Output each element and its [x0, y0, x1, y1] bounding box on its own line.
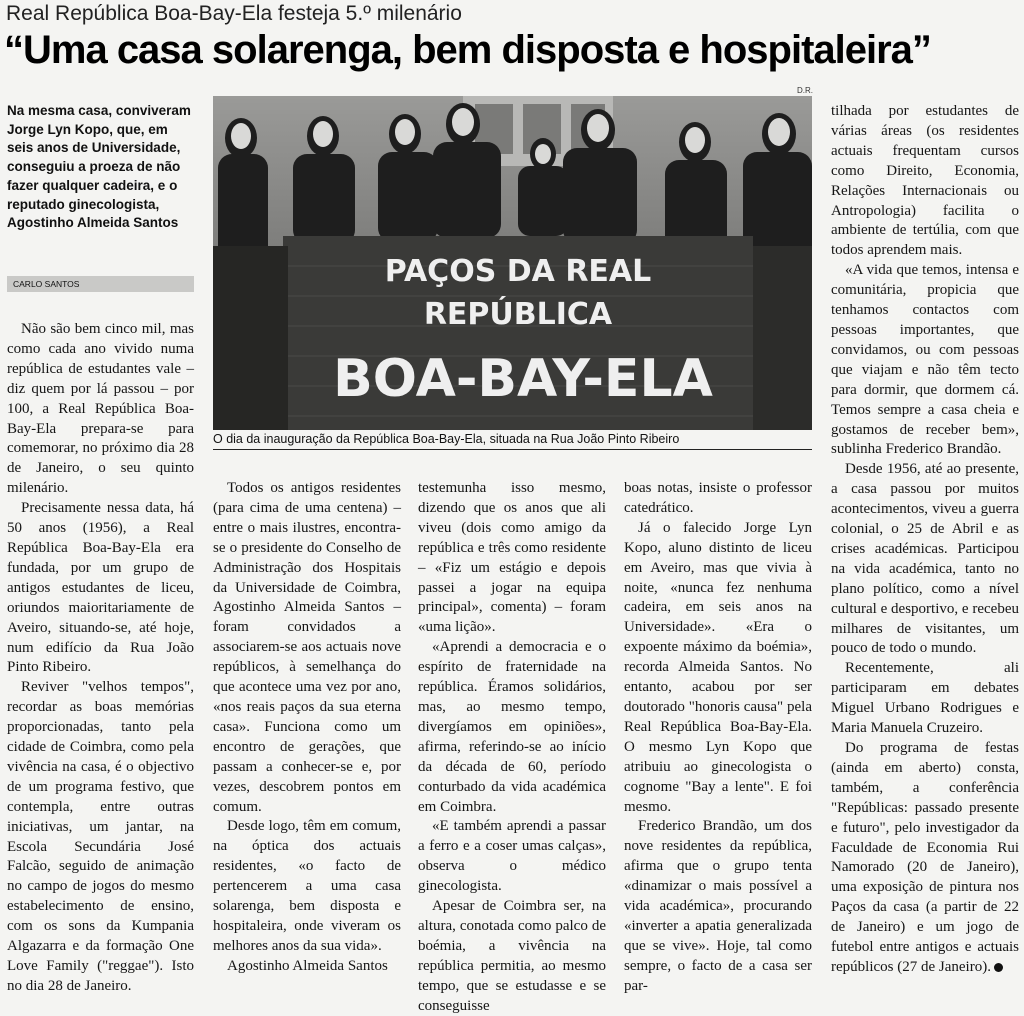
article-headline: “Uma casa solarenga, bem disposta e hospitaleira”: [4, 28, 931, 72]
sign-line-1: PAÇOS DA REAL: [384, 254, 652, 289]
paragraph: testemunha isso mesmo, dizendo que os anos que ali viveu (dois como amigo da república e três como residente – «Fiz um estágio e depois passei a jogar na equipa principal», comenta) – foram «uma lição».: [418, 480, 606, 636]
sign-line-3: BOA-BAY-ELA: [333, 349, 713, 409]
paragraph: Já o falecido Jorge Lyn Kopo, aluno distinto de liceu em Aveiro, mas que vivia à noite, «nunca fez nenhuma cadeira, em seis anos na Universidade». «Era o expoente máximo da boémia», recorda Almeida Santos. No entanto, acabou por ser doutorado "honoris causa" pela Real República Boa-Bay-Ela. O mesmo Lyn Kopo que atribuiu ao ginecologista o cognome "Bay a lente". E foi mesmo.: [624, 519, 812, 815]
sign-line-2: REPÚBLICA: [423, 297, 613, 332]
paragraph: Reviver "velhos tempos", recordar as boas memórias proporcionadas, tanto pela cidade de Coimbra, como pela vivência na casa, é o objectivo de um programa festivo, que contempla, entre outras iniciativas, um jantar, na Escola Secundária José Falcão, seguido de animação no campo de jogos do mesmo estabelecimento de ensino, com os sons da Kumpania Algazarra e da formação One Love Family ("reggae"). Isto no dia 28 de Janeiro.: [7, 679, 194, 994]
paragraph: «E também aprendi a passar a ferro e a coser umas calças», observa o médico ginecologista.: [418, 818, 606, 895]
photo-illustration: [213, 96, 812, 430]
paragraph: Desde 1956, até ao presente, a casa passou por muitos acontecimentos, viveu a guerra colonial, o 25 de Abril e as crises académicas. Participou na vida académica, tanto no plano político, como a nível cultural e desportivo, e recebeu milhares de visitantes, um pouco de todo o mundo.: [831, 461, 1019, 657]
paragraph: Desde logo, têm em comum, na óptica dos actuais residentes, «o facto de pertencerem a uma casa solarenga, bem disposta e hospitaleira, onde viveram os melhores anos da sua vida».: [213, 818, 401, 954]
paragraph: tilhada por estudantes de várias áreas (os residentes actuais frequentam cursos como Direito, Economia, Relações Internacionais ou Antropologia) facilita o ambiente de tertúlia, com que todos aprendem mais.: [831, 103, 1019, 259]
paragraph: boas notas, insiste o professor catedrático.: [624, 480, 812, 516]
photo-credit: D.R.: [797, 86, 813, 95]
paragraph: Precisamente nessa data, há 50 anos (1956), a Real República Boa-Bay-Ela era fundada, por um grupo de antigos estudantes de liceu, oriundos maioritariamente de Aveiro, situando-se, até hoje, num edifício da Rua João Pinto Ribeiro.: [7, 500, 194, 676]
paragraph: [831, 739, 1019, 978]
paragraph: Agostinho Almeida Santos: [227, 957, 388, 974]
article-lead: Na mesma casa, conviveram Jorge Lyn Kopo, que, em seis anos de Universidade, conseguiu a proeza de não fazer qualquer cadeira, e o reputado ginecologista, Agostinho Almeida Santos: [7, 103, 191, 231]
article-column-1: [7, 320, 194, 997]
paragraph: Todos os antigos residentes (para cima de uma centena) – entre o mais ilustres, encontra-se o presidente do Conselho de Administração dos Hospitais da Universidade de Coimbra, Agostinho Almeida Santos – foram convidados a associarem-se aos actuais nove repúblicos, à semelhança do que acontece uma vez por ano, «nos reais paços da sua eterna casa». Funciona como um encontro de gerações, que passam a conhecer-se e, por vezes, descobrem pontos em comum.: [213, 480, 401, 815]
article-column-4: [624, 479, 812, 997]
paragraph: Frederico Brandão, um dos nove residentes da república, afirma que o grupo tenta «dinamizar o mais possível a vida académica», procurando «inverter a apatia generalizada que se vive». Hoje, tal como sempre, o facto de a casa ser par-: [624, 818, 812, 994]
byline: CARLO SANTOS: [7, 276, 194, 292]
paragraph-text: Do programa de festas (ainda em aberto) consta, também, a conferência "Repúblicas: passado presente e futuro", pelo investigador da Faculdade de Economia Rui Namorado (20 de Janeiro), uma exposição de pintura nos Paços da casa (a partir de 22 de Janeiro) e um jogo de futebol entre antigos e actuais repúblicos (27 de Janeiro).: [831, 740, 1019, 975]
paragraph: «A vida que temos, intensa e comunitária, propicia que tenhamos contactos com pessoas importantes, que convidamos, ou com pessoas que viajam e não têm tecto para dormir, que dormem cá. Temos sempre a casa cheia e gostamos de receber bem», sublinha Frederico Brandão.: [831, 262, 1019, 458]
paragraph: «Aprendi a democracia e o espírito de fraternidade na república. Éramos solidários, mas, ao mesmo tempo, divergíamos em opiniões», afirma, referindo-se ao início da década de 60, período conturbado da vida académica em Coimbra.: [418, 639, 606, 815]
article-kicker: Real República Boa-Bay-Ela festeja 5.º milenário: [6, 2, 462, 25]
article-photo: [213, 96, 812, 430]
article-column-5: [831, 102, 1019, 978]
photo-caption: O dia da inauguração da República Boa-Bay-Ela, situada na Rua João Pinto Ribeiro: [213, 432, 812, 450]
article-column-3: [418, 479, 606, 1016]
end-of-article-bullet-icon: [994, 963, 1003, 972]
paragraph: Apesar de Coimbra ser, na altura, conotada como palco de boémia, a vivência na república permitia, ao mesmo tempo, que se estudasse e se conseguisse: [418, 898, 606, 1014]
paragraph: Recentemente, ali participaram em debates Miguel Urbano Rodrigues e Maria Manuela Cruzeiro.: [831, 660, 1019, 737]
paragraph: Não são bem cinco mil, mas como cada ano vivido numa república de estudantes vale – diz quem por lá passou – por 100, a Real República Boa-Bay-Ela prepara-se para comemorar, no próximo dia 28 de Janeiro, o seu quinto milenário.: [7, 321, 194, 497]
article-column-2: [213, 479, 401, 977]
